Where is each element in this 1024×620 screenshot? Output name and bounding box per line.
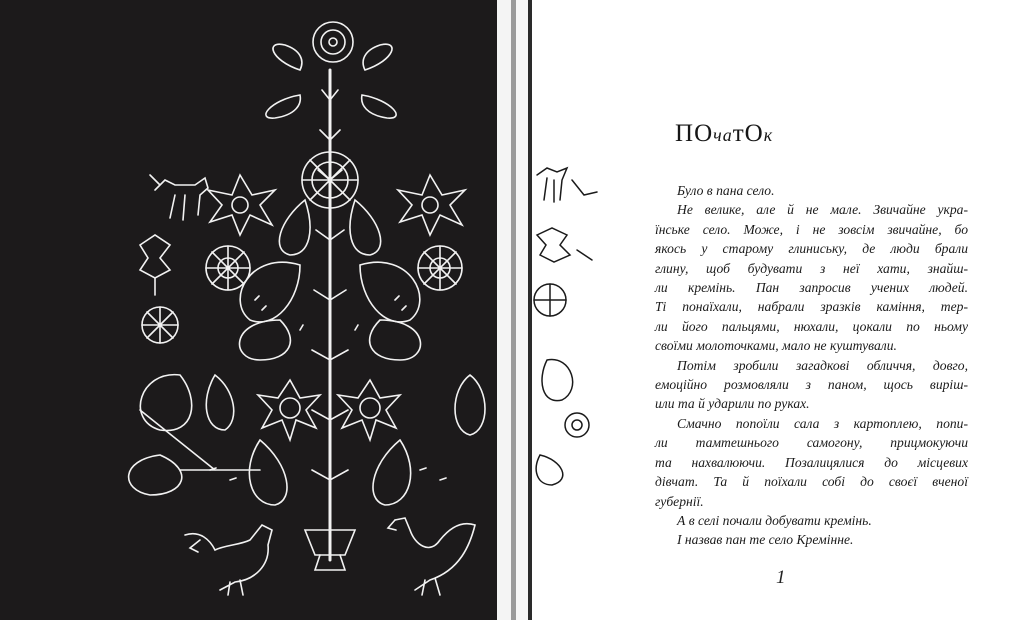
title-letter: ч xyxy=(713,125,723,145)
title-letter: к xyxy=(763,125,774,145)
text-line: ли тамтешнього самогону, прицмокуючи xyxy=(655,435,968,451)
title-letter: О xyxy=(694,120,714,147)
text-line: или та й ударили по руках. xyxy=(655,396,810,412)
embroidered-tree-of-life-icon xyxy=(0,0,500,620)
chapter-body xyxy=(655,181,968,550)
text-line: Ті понаїхали, набрали зразків каміння, тер- xyxy=(655,299,968,315)
title-letter: т xyxy=(732,120,745,147)
text-line: губернії. xyxy=(655,493,704,509)
text-line: І назвав пан те село Кремінне. xyxy=(677,532,854,548)
title-letter: О xyxy=(744,120,764,147)
text-line: ли його пальцями, нюхали, цокали по ньому xyxy=(655,318,968,334)
title-letter: П xyxy=(675,120,695,147)
page-gutter-gap xyxy=(516,0,528,620)
text-line: глину, щоб будувати з неї хати, знайш- xyxy=(655,260,968,276)
text-line: своїми молоточками, мало не куштували. xyxy=(655,338,897,354)
text-line: Смачно попоїли сала з картоплею, попи- xyxy=(677,415,968,431)
text-line: А в селі почали добувати кремінь. xyxy=(677,512,872,528)
text-line: та нахвалюючи. Позалицялися до місцевих xyxy=(655,454,968,470)
illustration-fragment-icon xyxy=(532,0,602,520)
text-line: Не велике, але й не мале. Звичайне укра- xyxy=(677,202,968,218)
text-line: дівчат. Та й поїхали собі до своєї вченої xyxy=(655,474,968,490)
page-gutter xyxy=(497,0,511,620)
text-line: ли кремінь. Пан запросив учених людей. xyxy=(655,280,968,296)
title-letter: а xyxy=(722,125,733,145)
text-line: якось у старому глиниську, де люди брали xyxy=(655,241,968,257)
page-number: 1 xyxy=(776,567,786,588)
text-line: Було в пана село. xyxy=(677,183,775,198)
text-line: емоційно розмовляли з паном, щось виріш- xyxy=(655,377,968,393)
text-line: Потім зробили загадкові обличчя, довго, xyxy=(677,357,968,373)
text-line: їнське село. Може, і не зовсім звичайне, бо xyxy=(655,221,968,237)
chapter-title xyxy=(675,120,773,148)
